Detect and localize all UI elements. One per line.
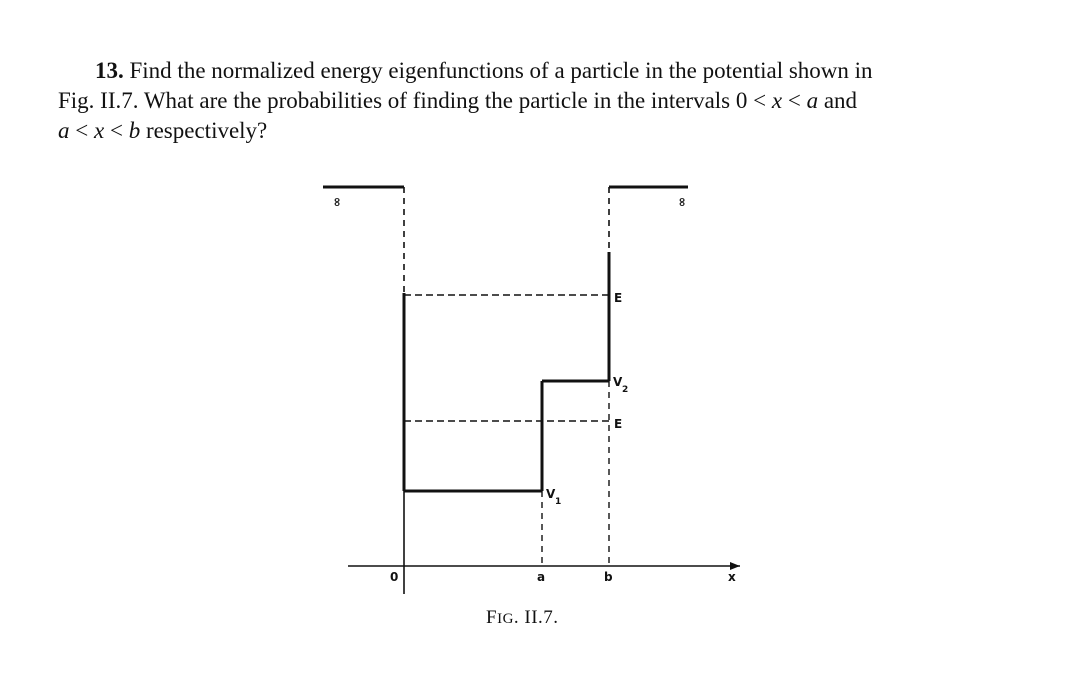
energy-lower-label: E [614,417,623,431]
v2-label: V [613,375,623,389]
v1-label: V [546,487,556,501]
problem-line-1: 13. Find the normalized energy eigenfunctions of a particle in the potential shown in [95,58,873,83]
problem-number: 13. [95,58,124,83]
v2-subscript: 2 [622,385,629,395]
a-axis-label: a [537,570,546,584]
energy-upper-label: E [614,291,623,305]
problem-line-2: Fig. II.7. What are the probabilities of finding the particle in the intervals 0 < x < a and [58,88,858,113]
x-axis-label: x [728,570,736,584]
x-axis-arrow [730,562,740,570]
problem-line-3: a < x < b respectively? [58,118,268,143]
infinity-right-label: ∞ [675,197,690,207]
b-axis-label: b [604,570,613,584]
infinity-left-label: ∞ [330,197,345,207]
v1-subscript: 1 [555,497,562,507]
origin-label: 0 [390,570,399,584]
figure-caption: FIG. II.7. [486,607,559,628]
